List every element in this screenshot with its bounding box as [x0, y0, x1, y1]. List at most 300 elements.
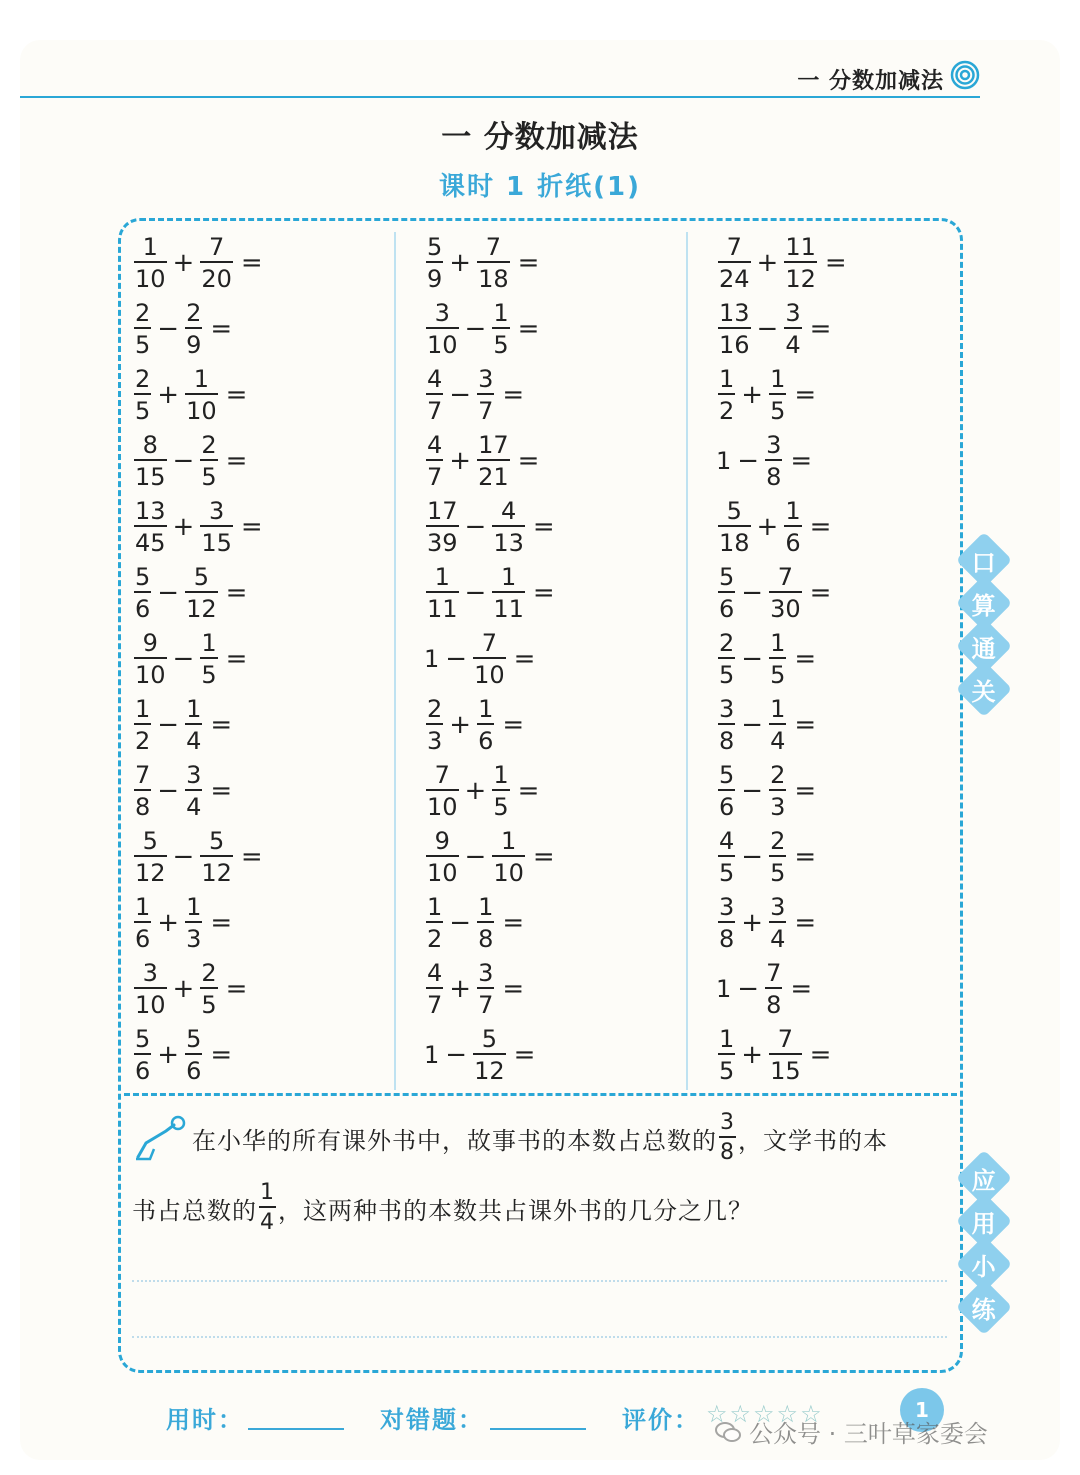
exercise-expression — [716, 1024, 831, 1086]
side-tab-char — [956, 661, 1013, 718]
fraction — [134, 631, 167, 687]
numerator: 11 — [785, 233, 816, 261]
fraction — [185, 301, 202, 357]
fraction — [134, 565, 151, 621]
numerator: 5 — [719, 563, 735, 591]
operator: + — [449, 710, 472, 740]
numerator: 5 — [193, 563, 209, 591]
equals-sign: = — [225, 644, 248, 674]
denominator: 3 — [426, 723, 443, 753]
numerator: 9 — [142, 629, 158, 657]
fraction — [718, 697, 735, 753]
exercise-expression — [424, 298, 539, 360]
denominator: 12 — [134, 855, 167, 885]
fraction — [718, 895, 735, 951]
answer-line[interactable] — [132, 1336, 947, 1338]
denominator: 11 — [492, 591, 525, 621]
fraction — [473, 1027, 506, 1083]
numerator: 2 — [201, 959, 217, 987]
exercise-expression — [716, 628, 816, 690]
exercise-expression — [716, 694, 816, 756]
numerator: 1 — [135, 695, 151, 723]
numerator: 5 — [726, 497, 742, 525]
operator: − — [741, 842, 764, 872]
exercise-expression — [424, 958, 524, 1020]
denominator: 5 — [134, 327, 151, 357]
numerator: 5 — [186, 1025, 202, 1053]
exercise-expression — [716, 562, 831, 624]
answer-line[interactable] — [132, 1280, 947, 1282]
fraction — [769, 697, 786, 753]
watermark-text: 公众号 · 三叶草家委会 — [749, 1420, 988, 1448]
operator: − — [449, 908, 472, 938]
side-tab-char-text: 算 — [972, 591, 996, 620]
exercise-expression — [132, 760, 232, 822]
operator: + — [157, 1040, 180, 1070]
denominator: 2 — [426, 921, 443, 951]
fraction — [200, 433, 217, 489]
equals-sign: = — [794, 776, 817, 806]
exercise-expression — [716, 298, 831, 360]
denominator: 7 — [477, 987, 494, 1017]
numerator: 1 — [142, 233, 158, 261]
equals-sign: = — [225, 974, 248, 1004]
operator: − — [741, 578, 764, 608]
exercise-expression — [424, 892, 524, 954]
numerator: 17 — [478, 431, 509, 459]
numerator: 1 — [478, 893, 494, 921]
equals-sign: = — [210, 710, 233, 740]
numerator: 5 — [208, 827, 225, 855]
denominator: 12 — [784, 261, 817, 291]
operator: + — [172, 248, 195, 278]
running-head — [20, 58, 980, 98]
equals-sign: = — [240, 248, 263, 278]
equals-sign: = — [809, 314, 832, 344]
fraction — [185, 763, 202, 819]
numerator: 2 — [770, 761, 786, 789]
operator: + — [464, 776, 487, 806]
side-tab-char-text: 口 — [972, 548, 996, 577]
fraction — [718, 565, 735, 621]
denominator: 12 — [185, 591, 218, 621]
denominator: 45 — [134, 525, 167, 555]
numerator: 4 — [500, 497, 517, 525]
denominator: 2 — [718, 393, 735, 423]
denominator: 15 — [134, 459, 167, 489]
denominator: 8 — [477, 921, 494, 951]
denominator: 5 — [200, 657, 217, 687]
operator: + — [449, 248, 472, 278]
numerator: 8 — [142, 431, 158, 459]
equals-sign: = — [809, 578, 832, 608]
page-number: 1 — [900, 1388, 944, 1432]
denominator: 6 — [134, 591, 151, 621]
operator: − — [157, 710, 180, 740]
denominator: 8 — [765, 459, 782, 489]
problem-text: 书占总数的 — [132, 1196, 257, 1225]
numerator: 9 — [434, 827, 450, 855]
denominator: 5 — [769, 657, 786, 687]
exercise-expression — [132, 892, 232, 954]
side-tab-char-text: 小 — [972, 1252, 996, 1281]
fraction — [259, 1182, 276, 1234]
operator: − — [172, 644, 195, 674]
exercise-expression — [424, 430, 539, 492]
exercise-expression — [132, 628, 247, 690]
denominator: 2 — [134, 723, 151, 753]
side-tab-char-text: 用 — [972, 1209, 996, 1238]
equals-sign: = — [225, 446, 248, 476]
errors-input-line[interactable] — [490, 1428, 586, 1430]
spiral-icon — [950, 60, 980, 90]
fraction — [769, 367, 786, 423]
operator: − — [737, 974, 760, 1004]
fraction — [718, 763, 735, 819]
watermark — [715, 1414, 988, 1449]
wechat-icon — [715, 1421, 741, 1443]
fraction — [718, 499, 751, 555]
side-tab-char-text: 通 — [972, 634, 996, 663]
numerator: 7 — [766, 959, 782, 987]
exercise-expression — [716, 760, 816, 822]
fraction — [426, 763, 459, 819]
denominator: 7 — [426, 393, 443, 423]
denominator: 5 — [718, 855, 735, 885]
exercise-expression — [424, 628, 535, 690]
denominator: 15 — [200, 525, 233, 555]
numerator: 3 — [785, 299, 801, 327]
denominator: 10 — [492, 855, 525, 885]
operator: + — [741, 1040, 764, 1070]
fraction — [492, 763, 509, 819]
equals-sign: = — [240, 512, 263, 542]
denominator: 6 — [134, 1053, 151, 1083]
word-problem-line-1 — [132, 1112, 888, 1164]
equals-sign: = — [225, 380, 248, 410]
numerator: 7 — [726, 233, 742, 261]
numerator: 5 — [719, 761, 735, 789]
equals-sign: = — [502, 710, 525, 740]
operator: − — [464, 578, 487, 608]
operator: + — [756, 248, 779, 278]
problem-text: ，这两种书的本数共占课外书的几分之几？ — [278, 1196, 753, 1225]
denominator: 10 — [134, 261, 167, 291]
fraction — [134, 433, 167, 489]
operator: − — [737, 446, 760, 476]
exercise-expression — [424, 694, 524, 756]
denominator: 10 — [473, 657, 506, 687]
denominator: 10 — [134, 987, 167, 1017]
operator: + — [157, 380, 180, 410]
numerator: 1 — [478, 695, 494, 723]
column-separator — [394, 232, 396, 1090]
exercise-expression — [424, 496, 555, 558]
exercise-expression — [424, 826, 555, 888]
fraction — [134, 499, 167, 555]
equals-sign: = — [210, 1040, 233, 1070]
denominator: 5 — [718, 1053, 735, 1083]
numerator: 2 — [135, 299, 151, 327]
fraction — [200, 829, 233, 885]
numerator: 1 — [770, 365, 786, 393]
fraction — [134, 829, 167, 885]
time-input-line[interactable] — [248, 1428, 344, 1430]
denominator: 18 — [718, 525, 751, 555]
equals-sign: = — [517, 776, 540, 806]
fraction — [185, 367, 218, 423]
fraction — [426, 565, 459, 621]
denominator: 5 — [718, 657, 735, 687]
equals-sign: = — [532, 578, 555, 608]
numerator: 3 — [478, 365, 494, 393]
denominator: 20 — [200, 261, 233, 291]
fraction — [769, 1027, 802, 1083]
fraction — [718, 829, 735, 885]
denominator: 5 — [769, 855, 786, 885]
exercise-expression — [132, 364, 247, 426]
equals-sign: = — [809, 1040, 832, 1070]
denominator: 6 — [718, 789, 735, 819]
side-tab-char-text: 关 — [972, 677, 996, 706]
section-separator — [124, 1093, 957, 1096]
numerator: 2 — [427, 695, 443, 723]
fraction — [718, 301, 751, 357]
numerator: 2 — [201, 431, 217, 459]
running-head-text: 一 分数加减法 — [797, 69, 944, 94]
fraction — [426, 433, 443, 489]
numerator: 1 — [186, 695, 202, 723]
exercise-expression — [132, 496, 263, 558]
exercise-expression — [132, 430, 247, 492]
denominator: 21 — [477, 459, 510, 489]
numerator: 3 — [720, 1110, 735, 1135]
fraction — [134, 235, 167, 291]
equals-sign: = — [513, 1040, 536, 1070]
fraction — [769, 895, 786, 951]
equals-sign: = — [790, 974, 813, 1004]
numerator: 3 — [208, 497, 225, 525]
side-tab-char — [956, 1279, 1013, 1336]
fraction — [426, 895, 443, 951]
denominator: 39 — [426, 525, 459, 555]
denominator: 5 — [200, 459, 217, 489]
denominator: 9 — [185, 327, 202, 357]
denominator: 10 — [426, 789, 459, 819]
numerator: 1 — [719, 365, 735, 393]
fraction — [426, 961, 443, 1017]
exercise-expression — [424, 232, 539, 294]
equals-sign: = — [794, 644, 817, 674]
fraction — [134, 367, 151, 423]
denominator: 18 — [477, 261, 510, 291]
exercise-expression — [132, 562, 247, 624]
numerator: 3 — [434, 299, 450, 327]
fraction — [134, 961, 167, 1017]
equals-sign: = — [240, 842, 263, 872]
operator: + — [741, 908, 764, 938]
denominator: 30 — [769, 591, 802, 621]
exercise-expression — [716, 958, 812, 1020]
numerator: 3 — [478, 959, 494, 987]
denominator: 4 — [185, 723, 202, 753]
denominator: 4 — [769, 921, 786, 951]
rating-stars[interactable]: ☆☆☆☆☆ — [706, 1400, 824, 1428]
fraction — [769, 565, 802, 621]
numerator: 3 — [719, 695, 735, 723]
operator: − — [464, 512, 487, 542]
denominator: 10 — [426, 327, 459, 357]
fraction — [718, 235, 751, 291]
fraction — [134, 895, 151, 951]
equals-sign: = — [513, 644, 536, 674]
exercise-expression — [716, 826, 816, 888]
equals-sign: = — [794, 842, 817, 872]
numerator: 1 — [201, 629, 217, 657]
numerator: 7 — [208, 233, 225, 261]
numerator: 1 — [493, 761, 509, 789]
chapter-title: 一 分数加减法 — [441, 120, 639, 155]
operator: − — [157, 314, 180, 344]
equals-sign: = — [502, 380, 525, 410]
denominator: 10 — [426, 855, 459, 885]
fraction — [185, 1027, 202, 1083]
numerator: 2 — [719, 629, 735, 657]
exercise-expression — [132, 298, 232, 360]
denominator: 12 — [200, 855, 233, 885]
numerator: 4 — [427, 431, 443, 459]
fraction — [200, 499, 233, 555]
numerator: 1 — [186, 893, 202, 921]
equals-sign: = — [210, 314, 233, 344]
denominator: 15 — [769, 1053, 802, 1083]
operator: + — [741, 380, 764, 410]
fraction — [477, 433, 510, 489]
denominator: 16 — [718, 327, 751, 357]
equals-sign: = — [794, 380, 817, 410]
exercise-expression — [132, 1024, 232, 1086]
denominator: 6 — [477, 723, 494, 753]
problem-text: ，文学书的本 — [738, 1126, 888, 1155]
exercise-expression — [716, 430, 812, 492]
fraction — [765, 433, 782, 489]
operator: − — [464, 842, 487, 872]
numerator: 5 — [427, 233, 443, 261]
denominator: 10 — [185, 393, 218, 423]
denominator: 11 — [426, 591, 459, 621]
denominator: 5 — [492, 327, 509, 357]
fraction — [185, 895, 202, 951]
denominator: 8 — [719, 1136, 736, 1164]
fraction — [784, 499, 801, 555]
equals-sign: = — [225, 578, 248, 608]
denominator: 3 — [769, 789, 786, 819]
numerator: 3 — [766, 431, 782, 459]
exercise-expression — [132, 826, 263, 888]
side-tab-application — [962, 1158, 1010, 1330]
fraction — [477, 367, 494, 423]
exercise-expression — [132, 958, 247, 1020]
fraction — [769, 631, 786, 687]
whole-number: 1 — [716, 447, 732, 475]
fraction — [426, 235, 443, 291]
fraction — [134, 1027, 151, 1083]
fraction — [492, 301, 509, 357]
numerator: 17 — [427, 497, 458, 525]
numerator: 1 — [193, 365, 209, 393]
numerator: 4 — [427, 959, 443, 987]
fraction — [719, 1112, 736, 1164]
operator: − — [172, 842, 195, 872]
operator: + — [172, 512, 195, 542]
side-tab-char-text: 练 — [972, 1295, 996, 1324]
fraction — [765, 961, 782, 1017]
numerator: 5 — [142, 827, 158, 855]
numerator: 3 — [770, 893, 786, 921]
fraction — [134, 301, 151, 357]
operator: − — [445, 1040, 468, 1070]
exercise-expression — [716, 496, 831, 558]
numerator: 7 — [777, 1025, 793, 1053]
equals-sign: = — [794, 710, 817, 740]
denominator: 9 — [426, 261, 443, 291]
numerator: 7 — [481, 629, 497, 657]
equals-sign: = — [794, 908, 817, 938]
denominator: 4 — [784, 327, 801, 357]
numerator: 1 — [493, 299, 509, 327]
denominator: 8 — [765, 987, 782, 1017]
fraction — [426, 829, 459, 885]
equals-sign: = — [210, 776, 233, 806]
time-label: 用时： — [166, 1406, 244, 1434]
denominator: 8 — [134, 789, 151, 819]
operator: − — [741, 710, 764, 740]
exercise-expression — [132, 232, 263, 294]
operator: − — [741, 776, 764, 806]
denominator: 10 — [134, 657, 167, 687]
equals-sign: = — [790, 446, 813, 476]
numerator: 13 — [719, 299, 750, 327]
numerator: 3 — [186, 761, 202, 789]
exercise-expression — [424, 760, 539, 822]
equals-sign: = — [502, 908, 525, 938]
whole-number: 1 — [424, 645, 440, 673]
denominator: 5 — [134, 393, 151, 423]
exercise-expression — [424, 562, 555, 624]
fraction — [769, 763, 786, 819]
denominator: 4 — [769, 723, 786, 753]
whole-number: 1 — [424, 1041, 440, 1069]
fraction — [134, 697, 151, 753]
fraction — [134, 763, 151, 819]
operator: − — [756, 314, 779, 344]
numerator: 13 — [135, 497, 166, 525]
numerator: 1 — [500, 827, 517, 855]
exercise-expression — [716, 232, 847, 294]
numerator: 2 — [770, 827, 786, 855]
numerator: 1 — [770, 695, 786, 723]
side-tab-char-text: 应 — [972, 1166, 996, 1195]
exercise-expression — [424, 1024, 535, 1086]
fraction — [477, 895, 494, 951]
errors-label: 对错题： — [380, 1406, 484, 1434]
fraction — [718, 1027, 735, 1083]
denominator: 24 — [718, 261, 751, 291]
numerator: 1 — [500, 563, 517, 591]
numerator: 2 — [135, 365, 151, 393]
operator: + — [172, 974, 195, 1004]
denominator: 4 — [185, 789, 202, 819]
